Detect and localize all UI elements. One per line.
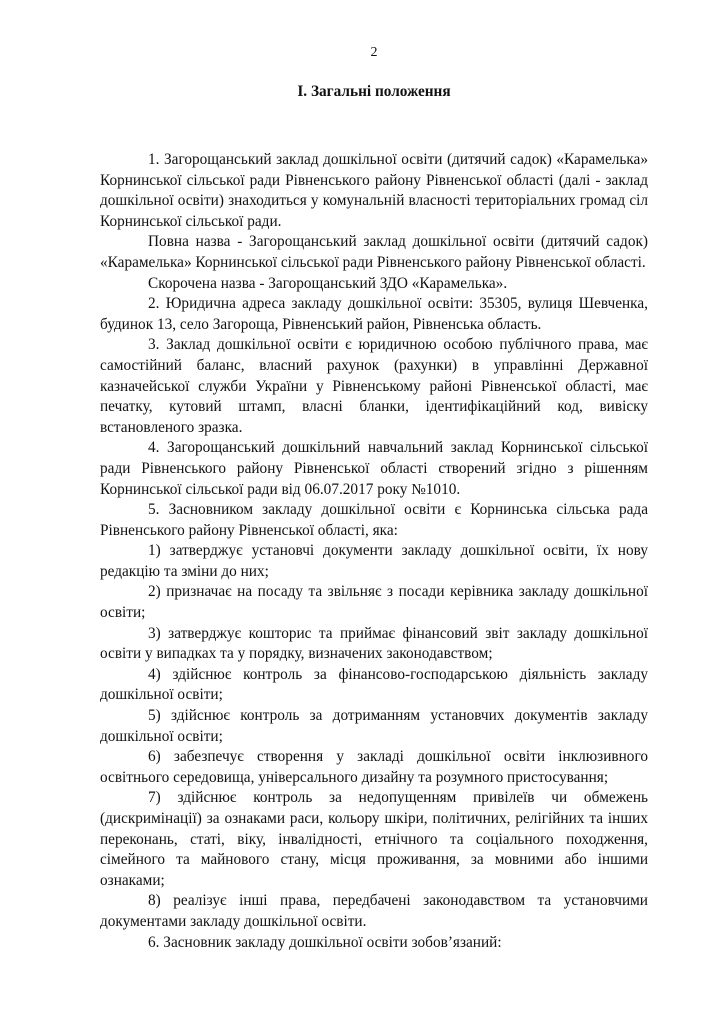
paragraph: 4) здійснює контроль за фінансово-господарською діяльність закладу дошкільної освіти; xyxy=(100,665,648,704)
paragraph: 5) здійснює контроль за дотриманням установчих документів закладу дошкільної освіти; xyxy=(100,707,648,745)
paragraph: 8) реалізує інші права, передбачені законодавством та установчими документами закладу дошкільної освіти. xyxy=(100,892,648,930)
paragraph: 2) призначає на посаду та звільняє з посади керівника закладу дошкільної освіти; xyxy=(100,583,648,622)
paragraph: 6) забезпечує створення у закладі дошкільної освіти інклюзивного освітнього середовища, універсального дизайну та розумного пристосування; xyxy=(100,748,648,786)
paragraph: 3) затверджує кошторис та приймає фінансовий звіт закладу дошкільної освіти у випадках та у порядку, визначених законодавством; xyxy=(100,624,648,663)
paragraph: 2. Юридична адреса закладу дошкільної освіти: 35305, вулиця Шевченка, будинок 13, село Загороща, Рівненський район, Рівненська область. xyxy=(100,295,648,333)
page-number: 2 xyxy=(370,45,378,60)
paragraph: 6. Засновник закладу дошкільної освіти зобов’язаний: xyxy=(148,933,502,951)
paragraph: 3. Заклад дошкільної освіти є юридичною особою публічного права, має самостійний баланс, власний рахунок (рахунки) в управлінні Державної казначейської служби України у Рівненському районі Рівненської області, має печатку, кутовий штамп, власні бланки, ідентифікаційний код, вивіску встановленого зразка. xyxy=(100,336,648,436)
document-body xyxy=(100,150,648,953)
paragraph: 5. Засновником закладу дошкільної освіти є Корнинська сільська рада Рівненського району Рівненської області, яка: xyxy=(100,501,648,539)
paragraph: 7) здійснює контроль за недопущенням привілеїв чи обмежень (дискримінації) за ознаками раси, кольору шкіри, політичних, релігійних та інших переконань, статі, віку, інвалідності, етнічного та соціального походження, сімейного та майнового стану, місця проживання, за мовними або іншими ознаками; xyxy=(100,789,648,889)
section-title: І. Загальні положення xyxy=(297,83,451,100)
paragraph: Повна назва - Загорощанський заклад дошкільної освіти (дитячий садок) «Карамелька» Корнинської сільської ради Рівненського району Рівненської області. xyxy=(100,233,648,271)
paragraph: 1) затверджує установчі документи закладу дошкільної освіти, їх нову редакцію та зміни до них; xyxy=(100,542,648,580)
paragraph: Скорочена назва - Загорощанський ЗДО «Карамелька». xyxy=(148,274,508,292)
paragraph: 4. Загорощанський дошкільний навчальний заклад Корнинської сільської ради Рівненського району Рівненської області створений згідно з рішенням Корнинської сільської ради від 06.07.2017 року №1010. xyxy=(100,439,648,498)
paragraph: 1. Загорощанський заклад дошкільної освіти (дитячий садок) «Карамелька» Корнинської сільської ради Рівненського району Рівненської області (далі - заклад дошкільної освіти) знаходиться у комунальній власності територіальних громад сіл Корнинської сільської ради. xyxy=(100,151,648,230)
